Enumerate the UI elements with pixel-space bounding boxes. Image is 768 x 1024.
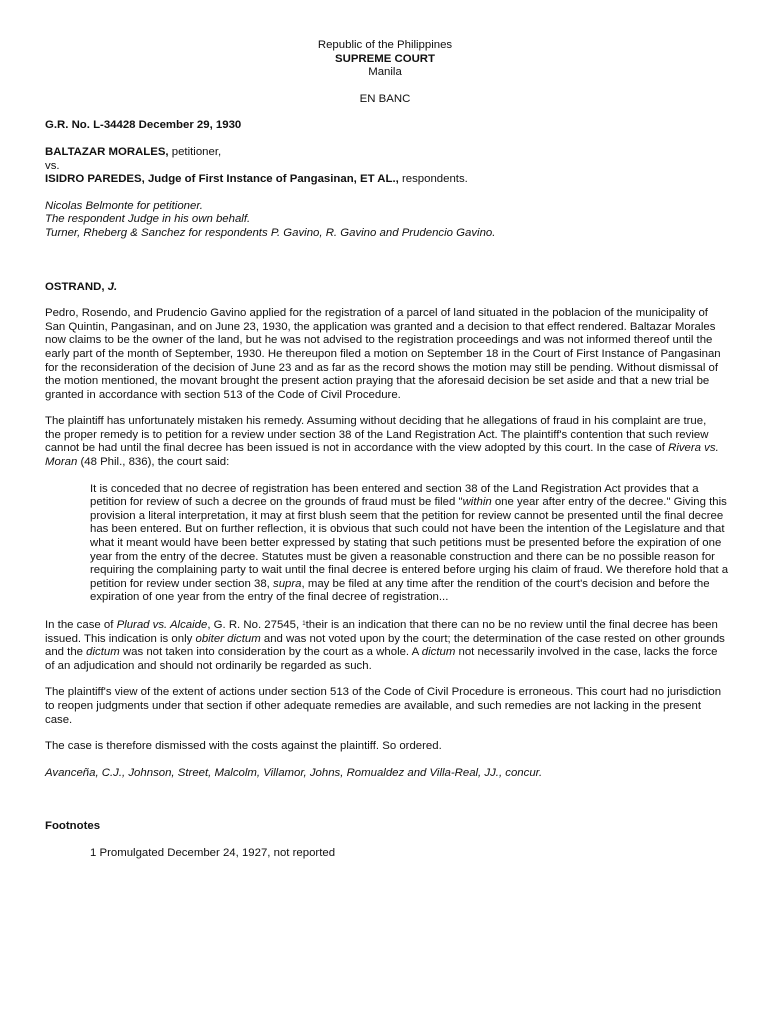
emphasis: within bbox=[462, 496, 492, 509]
header-block bbox=[45, 39, 725, 106]
text-run: , G. R. No. 27545, bbox=[207, 619, 303, 631]
paragraph-4: The plaintiff's view of the extent of actions under section 513 of the Code of Civil Procedure is erroneous. This court had no jurisdiction to reopen judgments under that section if other adequate remedies are available, and such remedies are not lacking in the present case. bbox=[45, 686, 722, 726]
paragraph-2 bbox=[45, 415, 725, 469]
emphasis: dictum bbox=[86, 646, 120, 659]
division-line: EN BANC bbox=[359, 92, 411, 105]
respondent-role: respondents. bbox=[398, 173, 468, 186]
text-run: , may be filed at any time after the rendition of the court's decision and before the expiration of one year from the entry of the final decree of registration... bbox=[90, 577, 710, 604]
concurrence: Avanceña, C.J., Johnson, Street, Malcolm, Villamor, Johns, Romualdez and Villa-Real, JJ., concur. bbox=[45, 766, 543, 779]
text-run: and was not voted upon by the court; the determination of the case rested on other grounds and the bbox=[45, 632, 725, 659]
footnotes-heading: Footnotes bbox=[45, 820, 101, 833]
emphasis: supra bbox=[273, 577, 302, 590]
respondent-name: ISIDRO PAREDES, Judge of First Instance of Pangasinan, ET AL., bbox=[45, 173, 399, 186]
court-name: SUPREME COURT bbox=[335, 52, 435, 65]
petitioner-line bbox=[45, 146, 725, 160]
text-run: was not taken into consideration by the court as a whole. A bbox=[119, 646, 422, 659]
decision-document bbox=[45, 39, 729, 861]
paragraph-3 bbox=[45, 618, 725, 673]
text-run: one year after entry of the decree." Giving this provision a literal interpretation, it may at first blush seem that the petition for review cannot be presented until the final decree has been entered. But on further reflection, it is obvious that such could not have been the intention of the Legislature and that what it meant would have been better expressed by stating that such petitions must be presented before the expiration of one year from the entry of the decree. Statutes must be given a reasonable construction and there can be no possible reason for requiring the complaining party to wait until the final decree is entered before urging his claim of fraud. We therefore hold that a petition for review under section 38, bbox=[90, 496, 729, 590]
counsel-block bbox=[45, 200, 725, 241]
counsel-line: Turner, Rheberg & Sanchez for respondents P. Gavino, R. Gavino and Prudencio Gavino. bbox=[45, 226, 496, 239]
petitioner-role: petitioner, bbox=[168, 145, 222, 158]
footnote-item: 1 Promulgated December 24, 1927, not reported bbox=[90, 846, 336, 859]
ponente-suffix: J. bbox=[107, 280, 118, 293]
text-run: The plaintiff has unfortunately mistaken his remedy. Assuming without deciding that he allegations of fraud in his complaint are true, the proper remedy is to petition for a review under section 38 of the Land Registration Act. The plaintiff's contention that such review cannot be had until the final decree has been issued is not in accordance with the view adopted by this court. In the case of bbox=[45, 415, 709, 455]
ponente-name: OSTRAND, bbox=[45, 280, 108, 293]
petitioner-name: BALTAZAR MORALES, bbox=[45, 145, 169, 158]
respondent-line bbox=[45, 173, 725, 187]
text-run: (48 Phil., 836), the court said: bbox=[77, 456, 230, 469]
footnote-ref[interactable]: 1 bbox=[302, 621, 306, 627]
paragraph-1: Pedro, Rosendo, and Prudencio Gavino applied for the registration of a parcel of land situated in the poblacion of the municipality of San Quintin, Pangasinan, and on June 23, 1930, the application was granted and a decision to that effect rendered. Baltazar Morales now claims to be the owner of the land, but he was not advised to the registration proceedings and was not informed thereof until the early part of the month of September, 1930. He thereupon filed a motion on September 18 in the Court of First Instance of Pangasinan for the reconsideration of the decision of June 23 and as far as the record shows the motion may still be pending. Without dismissal of the motion mentioned, the movant brought the present action praying that the aforesaid decision be set aside and that a new trial be granted in accordance with section 513 of the Code of Civil Procedure. bbox=[45, 307, 721, 401]
counsel-line: Nicolas Belmonte for petitioner. bbox=[45, 199, 203, 212]
vs-line: vs. bbox=[45, 159, 60, 172]
emphasis: obiter dictum bbox=[195, 632, 261, 645]
text-run: not necessarily involved in the case, lacks the force of an adjudication and should not ordinarily be regarded as such. bbox=[45, 646, 718, 672]
text-run: In the case of bbox=[45, 619, 117, 631]
block-quote bbox=[90, 483, 733, 605]
ponente bbox=[45, 281, 725, 295]
text-run: their is an indication that there can no be no review until the final decree has been issued. This indication is only bbox=[45, 619, 718, 645]
counsel-line: The respondent Judge in his own behalf. bbox=[45, 213, 251, 226]
case-citation: Plurad vs. Alcaide bbox=[116, 619, 208, 631]
city-line: Manila bbox=[368, 66, 402, 79]
case-citation: Rivera vs. Moran bbox=[45, 442, 719, 469]
paragraph-5: The case is therefore dismissed with the costs against the plaintiff. So ordered. bbox=[45, 740, 442, 753]
republic-line: Republic of the Philippines bbox=[317, 39, 453, 51]
text-run: It is conceded that no decree of registration has been entered and section 38 of the Land Registration Act provides that a petition for review of such a decree on the grounds of fraud must be filed " bbox=[90, 482, 699, 509]
emphasis: dictum bbox=[421, 646, 456, 659]
case-number: G.R. No. L-34428 December 29, 1930 bbox=[45, 119, 242, 132]
